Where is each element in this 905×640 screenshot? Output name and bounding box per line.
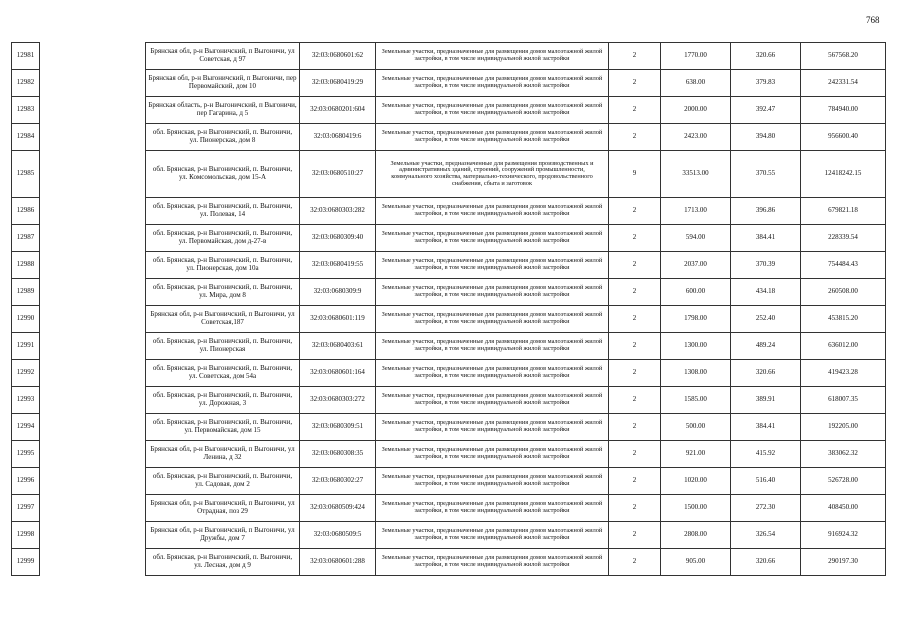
cadastral-number-cell: 32:03:0680510:27 — [300, 151, 376, 198]
land-use-cell: Земельные участки, предназначенные для размещения домов малоэтажной жилой застройки, в том числе индивидуальной жилой застройки — [376, 279, 609, 306]
table-row — [12, 70, 886, 97]
row-number: 12999 — [12, 549, 40, 576]
row-number: 12983 — [12, 97, 40, 124]
cadastral-value-cell: 260508.00 — [801, 279, 886, 306]
group-cell: 2 — [609, 279, 661, 306]
empty-cell — [40, 387, 146, 414]
group-cell: 2 — [609, 43, 661, 70]
cadastral-number-cell: 32:03:0680309:40 — [300, 225, 376, 252]
address-cell: обл. Брянская, р-н Выгоничский, п. Выгоничи, ул. Советская, дом 54а — [146, 360, 300, 387]
cadastral-value-cell: 956600.40 — [801, 124, 886, 151]
row-number: 12993 — [12, 387, 40, 414]
area-cell: 2000.00 — [661, 97, 731, 124]
cadastral-number-cell: 32:03:0680201:604 — [300, 97, 376, 124]
group-cell: 2 — [609, 124, 661, 151]
group-cell: 2 — [609, 441, 661, 468]
table-row — [12, 97, 886, 124]
group-cell: 2 — [609, 414, 661, 441]
land-use-cell: Земельные участки, предназначенные для размещения домов малоэтажной жилой застройки, в том числе индивидуальной жилой застройки — [376, 333, 609, 360]
group-cell: 2 — [609, 97, 661, 124]
table-row — [12, 468, 886, 495]
address-cell: обл. Брянская, р-н Выгоничский, п. Выгоничи, ул. Пионерская — [146, 333, 300, 360]
rate-cell: 320.66 — [731, 549, 801, 576]
cadastral-value-cell: 12418242.15 — [801, 151, 886, 198]
rate-cell: 320.66 — [731, 43, 801, 70]
row-number: 12990 — [12, 306, 40, 333]
table-body — [12, 43, 886, 576]
group-cell: 2 — [609, 198, 661, 225]
address-cell: обл. Брянская, р-н Выгоничский, п. Выгоничи, ул. Лесная, дом д 9 — [146, 549, 300, 576]
cadastral-number-cell: 32:03:0680419:29 — [300, 70, 376, 97]
cadastral-value-cell: 636012.00 — [801, 333, 886, 360]
table-row — [12, 495, 886, 522]
empty-cell — [40, 279, 146, 306]
group-cell: 2 — [609, 306, 661, 333]
cadastral-number-cell: 32:03:0680308:35 — [300, 441, 376, 468]
address-cell: Брянская обл, р-н Выгоничский, п Выгоничи, пер Первомайский, дом 10 — [146, 70, 300, 97]
cadastral-value-cell: 679821.18 — [801, 198, 886, 225]
group-cell: 2 — [609, 225, 661, 252]
land-use-cell: Земельные участки, предназначенные для размещения домов малоэтажной жилой застройки, в том числе индивидуальной жилой застройки — [376, 198, 609, 225]
table-row — [12, 306, 886, 333]
rate-cell: 379.83 — [731, 70, 801, 97]
rate-cell: 434.18 — [731, 279, 801, 306]
cadastral-value-cell: 242331.54 — [801, 70, 886, 97]
table-row — [12, 549, 886, 576]
cadastral-value-cell: 567568.20 — [801, 43, 886, 70]
table-row — [12, 414, 886, 441]
group-cell: 2 — [609, 495, 661, 522]
area-cell: 1020.00 — [661, 468, 731, 495]
address-cell: обл. Брянская, р-н Выгоничский, п. Выгоничи, ул. Садовая, дом 2 — [146, 468, 300, 495]
address-cell: обл. Брянская, р-н Выгоничский, п. Выгоничи, ул. Пионерская, дом 8 — [146, 124, 300, 151]
cadastral-value-cell: 192205.00 — [801, 414, 886, 441]
land-use-cell: Земельные участки, предназначенные для размещения домов малоэтажной жилой застройки, в том числе индивидуальной жилой застройки — [376, 360, 609, 387]
row-number: 12984 — [12, 124, 40, 151]
row-number: 12991 — [12, 333, 40, 360]
cadastral-number-cell: 32:03:0680509:5 — [300, 522, 376, 549]
address-cell: Брянская область, р-н Выгоничский, п Выгоничи, пер Гагарина, д 5 — [146, 97, 300, 124]
area-cell: 33513.00 — [661, 151, 731, 198]
address-cell: обл. Брянская, р-н Выгоничский, п. Выгоничи, ул. Первомайская, дом 15 — [146, 414, 300, 441]
cadastral-number-cell: 32:03:0680509:424 — [300, 495, 376, 522]
row-number: 12987 — [12, 225, 40, 252]
rate-cell: 415.92 — [731, 441, 801, 468]
area-cell: 1585.00 — [661, 387, 731, 414]
row-number: 12985 — [12, 151, 40, 198]
table-row — [12, 124, 886, 151]
area-cell: 638.00 — [661, 70, 731, 97]
land-use-cell: Земельные участки, предназначенные для размещения домов малоэтажной жилой застройки, в том числе индивидуальной жилой застройки — [376, 495, 609, 522]
cadastral-value-cell: 228339.54 — [801, 225, 886, 252]
row-number: 12997 — [12, 495, 40, 522]
cadastral-value-cell: 618007.35 — [801, 387, 886, 414]
area-cell: 500.00 — [661, 414, 731, 441]
cadastral-number-cell: 32:03:0680303:272 — [300, 387, 376, 414]
cadastral-value-cell: 526728.00 — [801, 468, 886, 495]
empty-cell — [40, 333, 146, 360]
cadastral-value-cell: 408450.00 — [801, 495, 886, 522]
address-cell: обл. Брянская, р-н Выгоничский, п. Выгоничи, ул. Пионерская, дом 10а — [146, 252, 300, 279]
table-row — [12, 279, 886, 306]
area-cell: 2037.00 — [661, 252, 731, 279]
cadastral-number-cell: 32:03:0680601:164 — [300, 360, 376, 387]
empty-cell — [40, 549, 146, 576]
cadastral-value-cell: 916924.32 — [801, 522, 886, 549]
table-row — [12, 225, 886, 252]
land-use-cell: Земельные участки, предназначенные для размещения домов малоэтажной жилой застройки, в том числе индивидуальной жилой застройки — [376, 522, 609, 549]
address-cell: обл. Брянская, р-н Выгоничский, п. Выгоничи, ул. Первомайская, дом д-27-в — [146, 225, 300, 252]
area-cell: 1713.00 — [661, 198, 731, 225]
table-row — [12, 198, 886, 225]
rate-cell: 252.40 — [731, 306, 801, 333]
group-cell: 2 — [609, 70, 661, 97]
empty-cell — [40, 306, 146, 333]
area-cell: 1308.00 — [661, 360, 731, 387]
address-cell: Брянская обл, р-н Выгоничский, п Выгоничи, ул Ленина, д 32 — [146, 441, 300, 468]
table-row — [12, 522, 886, 549]
group-cell: 2 — [609, 468, 661, 495]
row-number: 12981 — [12, 43, 40, 70]
group-cell: 9 — [609, 151, 661, 198]
land-use-cell: Земельные участки, предназначенные для размещения домов малоэтажной жилой застройки, в том числе индивидуальной жилой застройки — [376, 43, 609, 70]
group-cell: 2 — [609, 360, 661, 387]
area-cell: 594.00 — [661, 225, 731, 252]
area-cell: 905.00 — [661, 549, 731, 576]
rate-cell: 396.86 — [731, 198, 801, 225]
rate-cell: 384.41 — [731, 414, 801, 441]
land-use-cell: Земельные участки, предназначенные для размещения домов малоэтажной жилой застройки, в том числе индивидуальной жилой застройки — [376, 441, 609, 468]
rate-cell: 370.55 — [731, 151, 801, 198]
row-number: 12989 — [12, 279, 40, 306]
cadastral-number-cell: 32:03:0680403:61 — [300, 333, 376, 360]
cadastral-number-cell: 32:03:0680601:62 — [300, 43, 376, 70]
table-row — [12, 252, 886, 279]
cadastral-value-cell: 290197.30 — [801, 549, 886, 576]
land-use-cell: Земельные участки, предназначенные для размещения домов малоэтажной жилой застройки, в том числе индивидуальной жилой застройки — [376, 252, 609, 279]
empty-cell — [40, 43, 146, 70]
cadastral-value-cell: 453815.20 — [801, 306, 886, 333]
empty-cell — [40, 198, 146, 225]
address-cell: Брянская обл, р-н Выгоничский, п Выгоничи, ул Советская, д 97 — [146, 43, 300, 70]
table-row — [12, 333, 886, 360]
address-cell: обл. Брянская, р-н Выгоничский, п. Выгоничи, ул. Мира, дом 8 — [146, 279, 300, 306]
address-cell: Брянская обл, р-н Выгоничский, п Выгоничи, ул Советская,187 — [146, 306, 300, 333]
land-use-cell: Земельные участки, предназначенные для размещения домов малоэтажной жилой застройки, в том числе индивидуальной жилой застройки — [376, 306, 609, 333]
table-row — [12, 151, 886, 198]
cadastral-number-cell: 32:03:0680309:9 — [300, 279, 376, 306]
rate-cell: 392.47 — [731, 97, 801, 124]
group-cell: 2 — [609, 333, 661, 360]
land-use-cell: Земельные участки, предназначенные для размещения домов малоэтажной жилой застройки, в том числе индивидуальной жилой застройки — [376, 468, 609, 495]
empty-cell — [40, 70, 146, 97]
table-row — [12, 387, 886, 414]
address-cell: Брянская обл, р-н Выгоничский, п Выгоничи, ул Дружбы, дом 7 — [146, 522, 300, 549]
row-number: 12988 — [12, 252, 40, 279]
page-number: 768 — [866, 15, 880, 25]
address-cell: обл. Брянская, р-н Выгоничский, п. Выгоничи, ул. Комсомольская, дом 15-А — [146, 151, 300, 198]
rate-cell: 389.91 — [731, 387, 801, 414]
cadastral-value-cell: 784940.00 — [801, 97, 886, 124]
address-cell: обл. Брянская, р-н Выгоничский, п. Выгоничи, ул. Полевая, 14 — [146, 198, 300, 225]
table-row — [12, 43, 886, 70]
land-use-cell: Земельные участки, предназначенные для размещения домов малоэтажной жилой застройки, в том числе индивидуальной жилой застройки — [376, 387, 609, 414]
area-cell: 1798.00 — [661, 306, 731, 333]
empty-cell — [40, 97, 146, 124]
row-number: 12998 — [12, 522, 40, 549]
cadastral-number-cell: 32:03:0680419:6 — [300, 124, 376, 151]
empty-cell — [40, 468, 146, 495]
empty-cell — [40, 522, 146, 549]
cadastral-value-cell: 383062.32 — [801, 441, 886, 468]
rate-cell: 516.40 — [731, 468, 801, 495]
area-cell: 1770.00 — [661, 43, 731, 70]
row-number: 12995 — [12, 441, 40, 468]
cadastral-number-cell: 32:03:0680419:55 — [300, 252, 376, 279]
empty-cell — [40, 252, 146, 279]
land-registry-table — [11, 42, 886, 576]
empty-cell — [40, 360, 146, 387]
empty-cell — [40, 495, 146, 522]
area-cell: 2423.00 — [661, 124, 731, 151]
group-cell: 2 — [609, 522, 661, 549]
rate-cell: 370.39 — [731, 252, 801, 279]
row-number: 12986 — [12, 198, 40, 225]
row-number: 12994 — [12, 414, 40, 441]
group-cell: 2 — [609, 252, 661, 279]
table-row — [12, 360, 886, 387]
rate-cell: 489.24 — [731, 333, 801, 360]
area-cell: 600.00 — [661, 279, 731, 306]
empty-cell — [40, 151, 146, 198]
rate-cell: 320.66 — [731, 360, 801, 387]
row-number: 12992 — [12, 360, 40, 387]
address-cell: обл. Брянская, р-н Выгоничский, п. Выгоничи, ул. Дорожная, 3 — [146, 387, 300, 414]
cadastral-number-cell: 32:03:0680302:27 — [300, 468, 376, 495]
cadastral-value-cell: 754484.43 — [801, 252, 886, 279]
empty-cell — [40, 414, 146, 441]
area-cell: 1300.00 — [661, 333, 731, 360]
rate-cell: 394.80 — [731, 124, 801, 151]
empty-cell — [40, 441, 146, 468]
rate-cell: 272.30 — [731, 495, 801, 522]
land-use-cell: Земельные участки, предназначенные для размещения домов малоэтажной жилой застройки, в том числе индивидуальной жилой застройки — [376, 97, 609, 124]
group-cell: 2 — [609, 549, 661, 576]
cadastral-number-cell: 32:03:0680303:282 — [300, 198, 376, 225]
row-number: 12982 — [12, 70, 40, 97]
table-row — [12, 441, 886, 468]
land-use-cell: Земельные участки, предназначенные для размещения домов малоэтажной жилой застройки, в том числе индивидуальной жилой застройки — [376, 225, 609, 252]
group-cell: 2 — [609, 387, 661, 414]
area-cell: 2808.00 — [661, 522, 731, 549]
area-cell: 1500.00 — [661, 495, 731, 522]
area-cell: 921.00 — [661, 441, 731, 468]
rate-cell: 326.54 — [731, 522, 801, 549]
land-use-cell: Земельные участки, предназначенные для размещения производственных и административных зданий, строений, сооружений промышленности, коммунального хозяйства, материально-технического, продовольственного снабжения, сбыта и заготовок — [376, 151, 609, 198]
land-use-cell: Земельные участки, предназначенные для размещения домов малоэтажной жилой застройки, в том числе индивидуальной жилой застройки — [376, 124, 609, 151]
land-use-cell: Земельные участки, предназначенные для размещения домов малоэтажной жилой застройки, в том числе индивидуальной жилой застройки — [376, 70, 609, 97]
cadastral-number-cell: 32:03:0680601:288 — [300, 549, 376, 576]
cadastral-value-cell: 419423.28 — [801, 360, 886, 387]
empty-cell — [40, 124, 146, 151]
cadastral-number-cell: 32:03:0680601:119 — [300, 306, 376, 333]
rate-cell: 384.41 — [731, 225, 801, 252]
empty-cell — [40, 225, 146, 252]
land-use-cell: Земельные участки, предназначенные для размещения домов малоэтажной жилой застройки, в том числе индивидуальной жилой застройки — [376, 414, 609, 441]
row-number: 12996 — [12, 468, 40, 495]
land-use-cell: Земельные участки, предназначенные для размещения домов малоэтажной жилой застройки, в том числе индивидуальной жилой застройки — [376, 549, 609, 576]
cadastral-number-cell: 32:03:0680309:51 — [300, 414, 376, 441]
address-cell: Брянская обл, р-н Выгоничский, п Выгоничи, ул Отрадная, поз 29 — [146, 495, 300, 522]
